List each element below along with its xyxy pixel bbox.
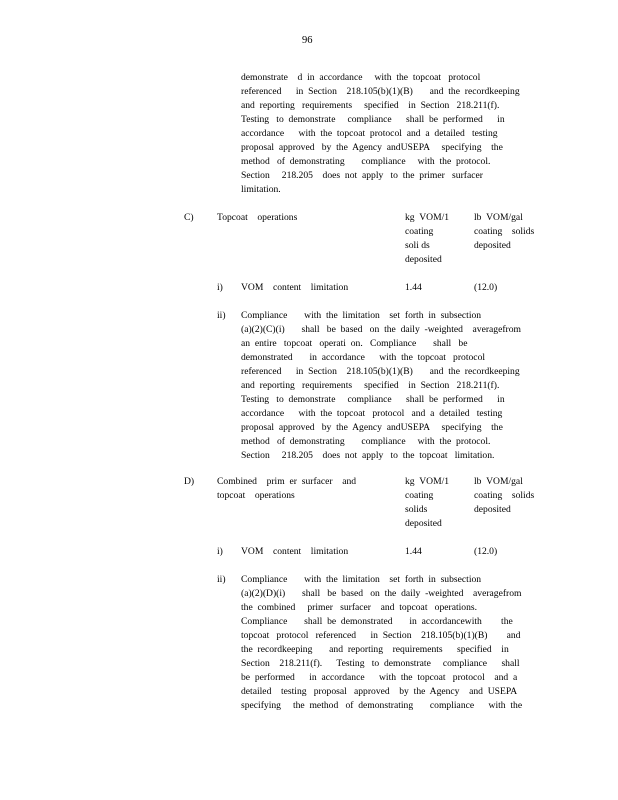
section-d-label: D)	[184, 476, 195, 487]
section-c-kg-header	[405, 211, 449, 267]
section-d-item-i-text: VOM content limitation	[241, 546, 349, 557]
text-line: an entire topcoat operati on. Compliance shall be	[241, 338, 468, 349]
header-line: kg VOM/1	[405, 476, 450, 487]
section-c-lb-value: (12.0)	[474, 282, 498, 293]
text-line: Compliance shall be demonstrated in accordancewith the	[241, 616, 513, 627]
text-line: Compliance with the limitation set forth in subsection	[241, 310, 482, 321]
header-line: kg VOM/1	[405, 212, 450, 223]
text-line: limitation.	[241, 184, 281, 195]
section-d-item-ii-label: ii)	[217, 574, 226, 585]
section-c-item-ii-label: ii)	[217, 310, 226, 321]
text-line: detailed testing proposal approved by the Agency and USEPA	[241, 686, 518, 697]
section-d-lb-header	[474, 475, 534, 517]
section-d-item-i-label: i)	[217, 546, 223, 557]
header-line: soli ds	[405, 240, 430, 251]
text-line: be performed in accordance with the topcoat protocol and a	[241, 672, 518, 683]
header-line: deposited	[405, 254, 442, 265]
header-line: deposited	[405, 518, 442, 529]
header-line: lb VOM/gal	[474, 212, 523, 223]
section-d-lb-value: (12.0)	[474, 546, 498, 557]
text-line: (a)(2)(C)(i) shall be based on the daily -weighted averagefrom	[241, 324, 521, 335]
text-line: accordance with the topcoat protocol and a detailed testing	[241, 408, 503, 419]
text-line: Section 218.205 does not apply to the topcoat limitation.	[241, 450, 495, 461]
title-line: topcoat operations	[217, 490, 295, 501]
text-line: proposal approved by the Agency andUSEPA specifying the	[241, 142, 503, 153]
text-line: the combined primer surfacer and topcoat operations.	[241, 602, 478, 613]
text-line: and reporting requirements specified in Section 218.211(f).	[241, 380, 500, 391]
text-line: Testing to demonstrate compliance shall be performed in	[241, 394, 505, 405]
text-line: topcoat protocol referenced in Section 218.105(b)(1)(B) and	[241, 630, 521, 641]
header-line: solids	[405, 504, 428, 515]
header-line: deposited	[474, 504, 511, 515]
text-line: and reporting requirements specified in Section 218.211(f).	[241, 100, 500, 111]
section-c-item-ii-paragraph	[241, 309, 521, 463]
text-line: demonstrated in accordance with the topcoat protocol	[241, 352, 486, 363]
text-line: Section 218.205 does not apply to the primer surfacer	[241, 170, 483, 181]
section-d-kg-header	[405, 475, 449, 531]
header-line: coating solids	[474, 226, 535, 237]
text-line: referenced in Section 218.105(b)(1)(B) and the recordkeeping	[241, 86, 520, 97]
title-line: Combined prim er surfacer and	[217, 476, 357, 487]
section-c-item-i-text: VOM content limitation	[241, 282, 349, 293]
section-c-label: C)	[184, 212, 194, 223]
section-d-item-ii-paragraph	[241, 573, 522, 713]
header-line: coating solids	[474, 490, 535, 501]
section-d-title	[217, 475, 356, 503]
text-line: method of demonstrating compliance with the protocol.	[241, 156, 491, 167]
section-c-item-i-label: i)	[217, 282, 223, 293]
text-line: Compliance with the limitation set forth in subsection	[241, 574, 482, 585]
header-line: deposited	[474, 240, 511, 251]
text-line: Testing to demonstrate compliance shall be performed in	[241, 114, 505, 125]
text-line: Section 218.211(f). Testing to demonstrate compliance shall	[241, 658, 520, 669]
section-d-kg-value: 1.44	[405, 546, 422, 557]
section-c-kg-value: 1.44	[405, 282, 422, 293]
section-c-lb-header	[474, 211, 534, 253]
text-line: demonstrate d in accordance with the topcoat protocol	[241, 72, 481, 83]
page-number: 96	[302, 35, 313, 46]
section-c-title: Topcoat operations	[217, 212, 298, 223]
text-line: method of demonstrating compliance with the protocol.	[241, 436, 491, 447]
text-line: specifying the method of demonstrating compliance with the	[241, 700, 523, 711]
text-line: the recordkeeping and reporting requirements specified in	[241, 644, 509, 655]
header-line: lb VOM/gal	[474, 476, 523, 487]
text-line: accordance with the topcoat protocol and a detailed testing	[241, 128, 498, 139]
header-line: coating	[405, 226, 434, 237]
header-line: coating	[405, 490, 434, 501]
text-line: proposal approved by the Agency andUSEPA specifying the	[241, 422, 503, 433]
text-line: (a)(2)(D)(i) shall be based on the daily -weighted averagefrom	[241, 588, 522, 599]
intro-paragraph	[241, 71, 520, 197]
text-line: referenced in Section 218.105(b)(1)(B) and the recordkeeping	[241, 366, 520, 377]
